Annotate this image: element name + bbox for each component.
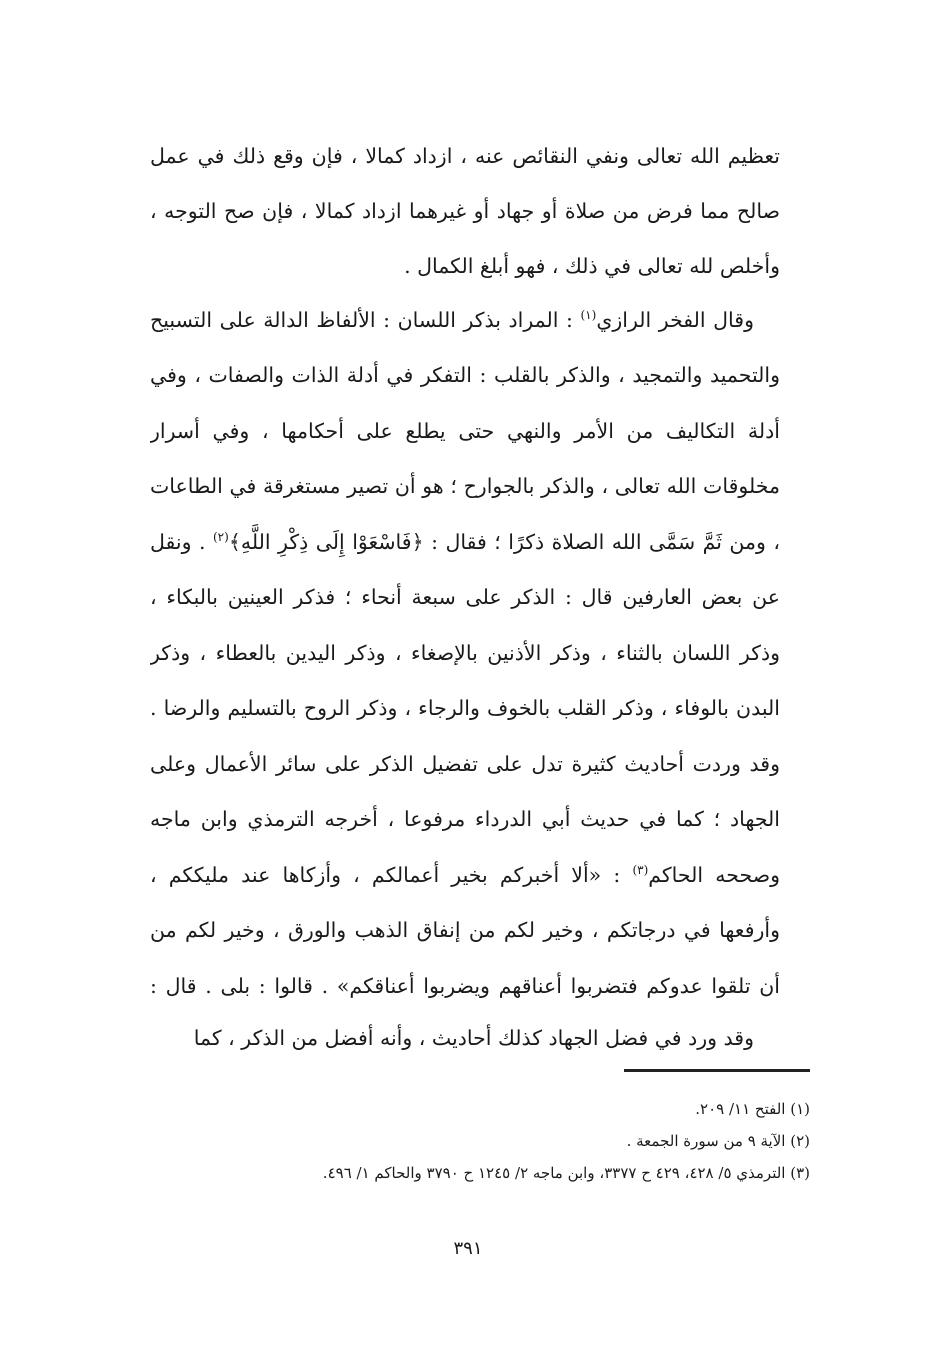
footnote-marker-1: (١) bbox=[580, 307, 597, 322]
page-number: ٣٩١ bbox=[453, 1238, 483, 1259]
footnote-2: (٢) الآية ٩ من سورة الجمعة . bbox=[626, 1132, 810, 1150]
footnotes bbox=[150, 1093, 810, 1189]
paragraph-3-text: وقد ورد في فضل الجهاد كذلك أحاديث ، وأنه أفضل من الذكر ، كما bbox=[193, 1025, 754, 1050]
paragraph-2-part-c: . ونقل عن بعض العارفين قال : الذكر على سبعة أنحاء ؛ فذكر العينين بالبكاء ، وذكر اللسان بالثناء ، وذكر الأذنين بالإصغاء ، وذكر اليدين بالعطاء ، وذكر البدن بالوفاء ، وذكر القلب بالخوف والرجاء ، وذكر الروح بالتسليم والرضا . وقد وردت أحاديث كثيرة تدل على تفضيل الذكر على سائر الأعمال وعلى الجهاد ؛ كما في حديث أبي الدرداء مرفوعا ، أخرجه الترمذي وابن ماجه وصححه الحاكم bbox=[150, 529, 780, 887]
paragraph-2 bbox=[150, 293, 780, 1021]
footnote-marker-2: (٢) bbox=[212, 529, 229, 544]
paragraph-2-part-b: : المراد بذكر اللسان : الألفاظ الدالة على التسبيح والتحميد والتمجيد ، والذكر بالقلب : التفكر في أدلة الذات والصفات ، وفي أدلة التكاليف من الأمر والنهي حتى يطلع على أحكامها ، وفي أسرار مخلوقات الله تعالى ، والذكر بالجوارح ؛ هو أن تصير مستغرقة في الطاعات ، ومن ثَمَّ سَمَّى الله الصلاة ذكرًا ؛ فقال : bbox=[150, 307, 780, 554]
paragraph-1-text: تعظيم الله تعالى ونفي النقائص عنه ، ازداد كمالا ، فإن وقع ذلك في عمل صالح مما فرض من صلاة أو جهاد أو غيرهما ازداد كمالا ، فإن صح التوجه ، وأخلص لله تعالى في ذلك ، فهو أبلغ الكمال . bbox=[150, 143, 780, 278]
footnote-marker-3: (٣) bbox=[632, 862, 649, 877]
footnote-3: (٣) الترمذي ٥/ ٤٢٨، ٤٢٩ ح ٣٣٧٧، وابن ماجه ٢/ ١٢٤٥ ح ٣٧٩٠ والحاكم ١/ ٤٩٦. bbox=[322, 1164, 810, 1182]
paragraph-2-part-a: وقال الفخر الرازي bbox=[596, 307, 754, 332]
footnote-separator bbox=[624, 1069, 810, 1072]
quran-verse: ﴿فَاسْعَوْا إِلَى ذِكْرِ اللَّهِ﴾ bbox=[228, 529, 424, 554]
footnote-1: (١) الفتح ١١/ ٢٠٩. bbox=[695, 1100, 810, 1118]
paragraph-2-part-d: : «ألا أخبركم بخير أعمالكم ، وأزكاها عند مليككم ، وأرفعها في درجاتكم ، وخير لكم من إنفاق الذهب والورق ، وخير لكم من أن تلقوا عدوكم فتضربوا أعناقهم ويضربوا أعناقكم» . قالوا : بلى . قال : bbox=[150, 862, 780, 998]
paragraph-1 bbox=[150, 129, 780, 299]
paragraph-3 bbox=[150, 1011, 780, 1071]
